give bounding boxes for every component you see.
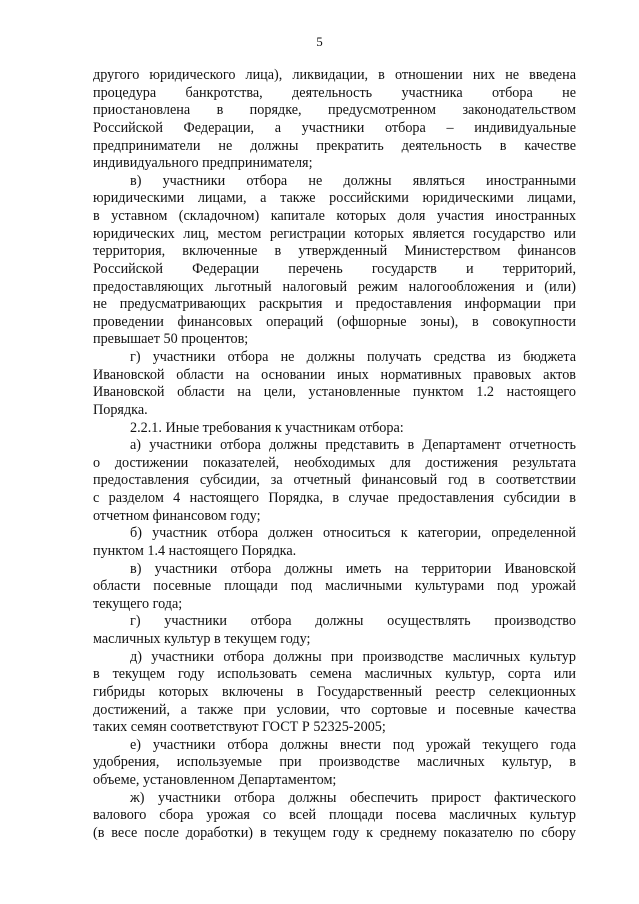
text-line: Российской Федерации перечень государств и территорий, bbox=[93, 260, 576, 277]
text-line: Ивановской области на цели, установленные пунктом 1.2 настоящего bbox=[93, 384, 576, 401]
text-line: таких семян соответствуют ГОСТ Р 52325-2005; bbox=[93, 719, 386, 736]
text-line: текущего года; bbox=[93, 595, 183, 612]
text-line: достижений, а также при условии, что сортовые и посевные качества bbox=[93, 701, 576, 718]
text-line: с разделом 4 настоящего Порядка, в случае предоставления субсидии в bbox=[93, 490, 576, 506]
text-line: предприниматели не должны прекратить деятельность в качестве bbox=[93, 137, 576, 154]
text-line: отчетном финансовом году; bbox=[93, 507, 261, 524]
text-line: масличных культур в текущем году; bbox=[93, 631, 311, 647]
text-line: о достижении показателей, необходимых для достижения результата bbox=[93, 454, 576, 471]
text-line: приостановлена в порядке, предусмотренном законодательством bbox=[93, 102, 576, 119]
text-line: Ивановской области на основании иных нормативных правовых актов bbox=[93, 366, 576, 383]
text-line: (в весе после доработки) в текущем году к среднему показателю по сбору bbox=[93, 824, 576, 841]
paragraph-start-line: в) участники отбора не должны являться иностранными bbox=[130, 172, 576, 189]
text-line: предоставляющих льготный налоговый режим налогообложения и (или) bbox=[93, 278, 576, 295]
text-line: юридических лиц, местом регистрации которых является государство или bbox=[93, 225, 576, 242]
paragraph-start-line: е) участники отбора должны внести под урожай текущего года bbox=[130, 736, 576, 753]
text-line: в текущем году использовать семена масличных культур, сорта или bbox=[93, 666, 576, 683]
paragraph-start-line: д) участники отбора должны при производстве масличных культур bbox=[130, 648, 576, 665]
text-line: в уставном (складочном) капитале которых доля участия иностранных bbox=[93, 208, 576, 224]
text-line: гибриды которых включены в Государственный реестр селекционных bbox=[93, 683, 576, 700]
text-line: проведении финансовых операций (офшорные зоны), в совокупности bbox=[93, 313, 576, 330]
text-line: не предусматривающих раскрытия и предоставления информации при bbox=[93, 296, 576, 313]
text-line: валового сбора урожая со всей площади посева масличных культур bbox=[93, 807, 576, 824]
paragraph-start-line: г) участники отбора не должны получать средства из бюджета bbox=[130, 349, 576, 365]
text-line: пунктом 1.4 настоящего Порядка. bbox=[93, 542, 297, 559]
text-line: индивидуального предпринимателя; bbox=[93, 155, 313, 172]
section-heading-line: 2.2.1. Иные требования к участникам отбора: bbox=[130, 419, 404, 436]
paragraph-start-line: г) участники отбора должны осуществлять производство bbox=[130, 613, 576, 630]
paragraph-start-line: а) участники отбора должны представить в Департамент отчетность bbox=[130, 437, 576, 454]
text-line: объеме, установленном Департаментом; bbox=[93, 772, 337, 788]
page-number: 5 bbox=[316, 34, 323, 49]
text-line: области посевные площади под масличными культурами под урожай bbox=[93, 578, 576, 595]
text-line: удобрения, используемые при производстве масличных культур, в bbox=[93, 754, 576, 771]
paragraph-start-line: в) участники отбора должны иметь на территории Ивановской bbox=[130, 560, 576, 577]
text-line: превышает 50 процентов; bbox=[93, 331, 249, 348]
paragraph-start-line: ж) участники отбора должны обеспечить прирост фактического bbox=[130, 789, 576, 806]
text-line: Российской Федерации, а участники отбора – индивидуальные bbox=[93, 119, 576, 136]
text-line: другого юридического лица), ликвидации, в отношении них не введена bbox=[93, 67, 576, 83]
text-line: Порядка. bbox=[93, 401, 148, 418]
text-line: процедура банкротства, деятельность участника отбора не bbox=[93, 84, 576, 101]
paragraph-start-line: б) участник отбора должен относиться к категории, определенной bbox=[130, 525, 576, 542]
text-line: территория, включенные в утвержденный Министерством финансов bbox=[93, 243, 576, 260]
text-line: предоставления субсидии, за отчетный финансовый год в соответствии bbox=[93, 472, 576, 489]
text-line: юридическими лицами, а также российскими юридическими лицами, bbox=[93, 190, 576, 207]
document-body bbox=[93, 67, 576, 843]
